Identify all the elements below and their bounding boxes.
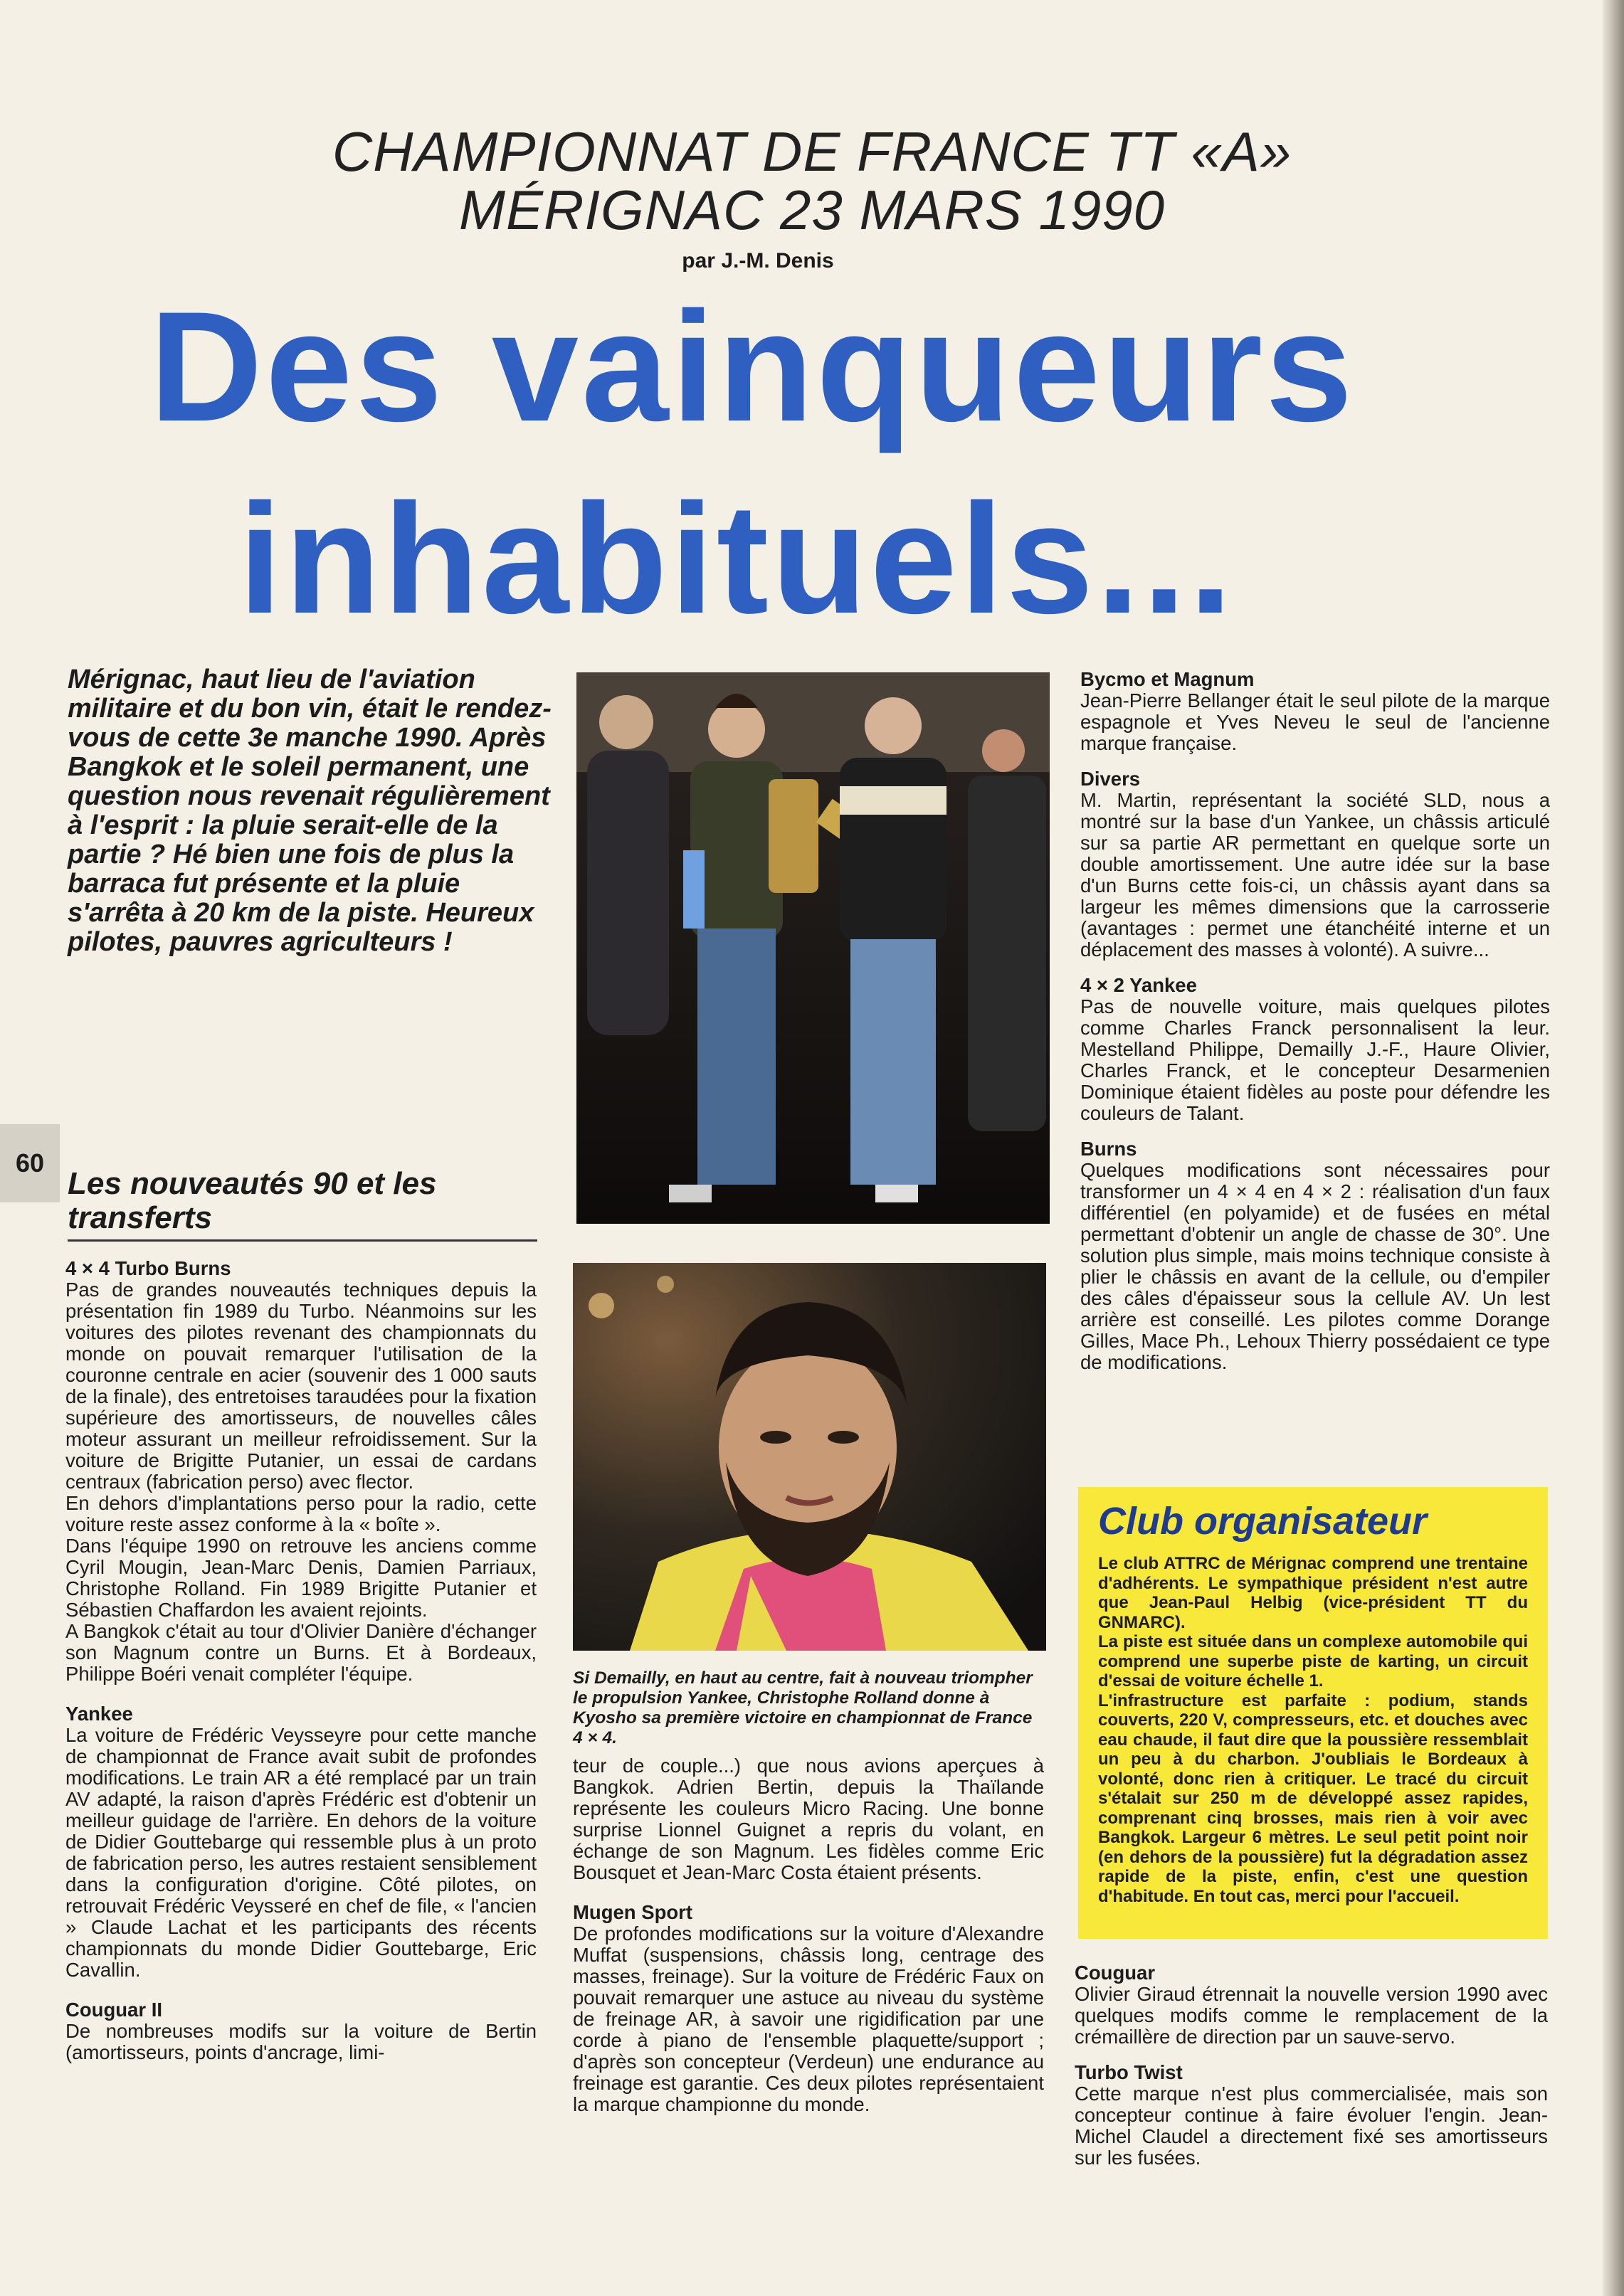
photo-caption: Si Demailly, en haut au centre, fait à nouveau triompher le propulsion Yankee, Christophe Rolland donne à Kyosho sa première victoire en championnat de France 4 × 4.: [573, 1668, 1033, 1747]
page-number: 60: [0, 1124, 60, 1202]
portrait-photo: [573, 1263, 1046, 1651]
portrait-photo-illustration: [573, 1263, 1046, 1651]
section-title: Les nouveautés 90 et les transferts: [68, 1167, 537, 1242]
podium-photo-illustration: [576, 672, 1050, 1224]
headline-line-1: Des vainqueurs: [149, 279, 1356, 454]
lead-paragraph: Mérignac, haut lieu de l'aviation militaire et du bon vin, était le rendez-vous de cette 3e manche 1990. Après Bangkok et le soleil permanent, une question nous revenait régulièrement à l'esprit : la pluie serait-elle de la partie ? Hé bien une fois de plus la barraca fut présente et la pluie s'arrêta à 20 km de la piste. Heureux pilotes, pauvres agriculteurs !: [68, 665, 552, 957]
box-body: [1098, 1554, 1528, 1906]
paragraph: Cette marque n'est plus commercialisée, mais son concepteur continue à faire évoluer l'engin. Jean-Michel Claudel a directement fixé ses amortisseurs sur les fusées.: [1075, 2083, 1548, 2169]
paragraph: Jean-Pierre Bellanger était le seul pilote de la marque espagnole et Yves Neveu le seul de l'ancienne marque française.: [1080, 689, 1550, 754]
paragraph: Pas de grandes nouveautés techniques depuis la présentation fin 1989 du Turbo. Néanmoins sur les voitures des pilotes revenant des championnats du monde on pouvait remarquer l'utilisation de la couronne centrale en acier (souvenir des 1 000 sauts de la finale), des entretoises taraudées pour la fixation supérieure des amortisseurs, de nouvelles câles moteur assurant un meilleur refroidissement. Sur la voiture de Brigitte Putanier, un essai de cardans centraux (fabrication perso) avec flector.: [65, 1279, 537, 1493]
subhead-turbo-burns: 4 × 4 Turbo Burns: [65, 1257, 231, 1279]
kicker-line-1: CHAMPIONNAT DE FRANCE TT «A»: [332, 120, 1292, 183]
subhead-4x2-yankee: 4 × 2 Yankee: [1080, 974, 1197, 996]
box-title: Club organisateur: [1098, 1500, 1428, 1543]
paragraph: Quelques modifications sont nécessaires pour transformer un 4 × 4 en 4 × 2 : réalisation d'un faux différentiel (en polyamide) et de fusées en métal permettant d'obtenir un angle de chasse de 30°. Une solution plus simple, mais moins technique consiste à plier le châssis en avant de la cellule, ou d'empiler des câles d'épaisseur sous la cellule AV. Un lest arrière est conseillé. Les pilotes comme Dorange Gilles, Mace Ph., Lehoux Thierry possédaient ce type de modifications.: [1080, 1159, 1550, 1373]
paragraph: Dans l'équipe 1990 on retrouve les anciens comme Cyril Mougin, Jean-Marc Denis, Damien Parriaux, Christophe Rolland. Fin 1989 Brigitte Putanier et Sébastien Chaffardon les avaient rejoints.: [65, 1535, 537, 1621]
paragraph: De profondes modifications sur la voiture d'Alexandre Muffat (suspensions, châssis long, centrage des masses, freinage). Sur la voiture de Frédéric Faux on pouvait remarquer une astuce au niveau du système de freinage AR, à savoir une rigidification par une corde à piano de l'ensemble plaquette/support ; d'après son concepteur (Verdeun) une endurance au freinage est garantie. Ces deux pilotes représentaient la marque championne du monde.: [573, 1922, 1044, 2115]
club-organisateur-box: [1078, 1487, 1548, 1939]
subhead-turbo-twist: Turbo Twist: [1075, 2061, 1183, 2083]
left-column: [65, 1258, 537, 2063]
subhead-divers: Divers: [1080, 768, 1141, 790]
paragraph: Pas de nouvelle voiture, mais quelques pilotes comme Charles Franck personnalisent la leur. Mestelland Philippe, Demailly J.-F., Haure Olivier, Charles Franck, et le concepteur Desarmenien Dominique étaient fidèles au poste pour défendre les couleurs de Talant.: [1080, 995, 1550, 1124]
paragraph: La piste est située dans un complexe automobile qui comprend une superbe piste de karting, un circuit d'essai de voiture échelle 1.: [1098, 1632, 1528, 1691]
headline-line-2: inhabituels...: [238, 471, 1235, 646]
paragraph: M. Martin, représentant la société SLD, nous a montré sur la base d'un Yankee, un châssis articulé sur sa partie AR permettant en quelque sorte un double amortissement. Une autre idée sur la base d'un Burns cette fois-ci, un châssis ayant dans sa largeur les mêmes dimensions que la carrosserie (avantages : permet une étanchéité interne et un déplacement des masses à volonté). A suivre...: [1080, 789, 1550, 961]
podium-photo: [576, 672, 1050, 1224]
paragraph: Olivier Giraud étrennait la nouvelle version 1990 avec quelques modifs comme le remplacement de la crémaillère de direction par un sauve-servo.: [1075, 1983, 1548, 2048]
subhead-couguar-ii: Couguar II: [65, 1999, 162, 2021]
byline: par J.-M. Denis: [682, 249, 834, 273]
right-column-bottom: [1075, 1962, 1548, 2169]
subhead-couguar: Couguar: [1075, 1962, 1156, 1984]
subhead-bycmo-magnum: Bycmo et Magnum: [1080, 668, 1255, 690]
subhead-mugen-sport: Mugen Sport: [573, 1901, 693, 1923]
paragraph: A Bangkok c'était au tour d'Olivier Danière d'échanger son Magnum contre un Burns. Et à Bordeaux, Philippe Boéri venait compléter l'équipe.: [65, 1620, 537, 1685]
paragraph: En dehors d'implantations perso pour la radio, cette voiture reste assez conforme à la « boîte ».: [65, 1492, 537, 1535]
page-edge: [1603, 0, 1624, 2296]
paragraph: L'infrastructure est parfaite : podium, stands couverts, 220 V, compresseurs, etc. et douches avec eau chaude, il faut dire que la poussière ressemblait un peu à du charbon. J'oubliais le Bordeaux à volonté, donc rien à critiquer. Le tracé du circuit s'étalait sur 250 m de développé assez rapides, comprenant cinq brosses, mais rien à voir avec Bangkok. Largeur 6 mètres. Le seul petit point noir (en dehors de la poussière) fut la dégradation assez rapide de la piste, enfin, c'est une question d'habitude. En tout cas, merci pour l'accueil.: [1098, 1691, 1528, 1906]
subhead-burns: Burns: [1080, 1138, 1137, 1160]
middle-column: [573, 1755, 1044, 2115]
paragraph: Le club ATTRC de Mérignac comprend une trentaine d'adhérents. Le sympathique président n'est autre que Jean-Paul Helbig (vice-président TT du GNMARC).: [1098, 1554, 1528, 1632]
right-column-top: [1080, 669, 1550, 1373]
paragraph: La voiture de Frédéric Veysseyre pour cette manche de championnat de France avait subit de profondes modifications. Le train AR a été remplacé par un train AV adapté, la raison d'après Frédéric est d'obtenir un meilleur guidage de l'arrière. En dehors de la voiture de Didier Gouttebarge qui ressemble plus à un proto de fabrication perso, les autres restaient sensiblement dans la configuration d'origine. Côté pilotes, on retrouvait Frédéric Veysseré en chef de file, « l'ancien » Claude Lachat et les participants des récents championnats du monde Didier Gouttebarge, Eric Cavallin.: [65, 1724, 537, 1981]
kicker-line-2: MÉRIGNAC 23 MARS 1990: [458, 179, 1165, 241]
paragraph: teur de couple...) que nous avions aperçues à Bangkok. Adrien Bertin, depuis la Thaïlande représente les couleurs Micro Racing. Une bonne surprise Lionnel Guignet a repris du volant, en échange de son Magnum. Les fidèles comme Eric Bousquet et Jean-Marc Costa étaient présents.: [573, 1755, 1044, 1883]
subhead-yankee: Yankee: [65, 1703, 133, 1725]
paragraph: De nombreuses modifs sur la voiture de Bertin (amortisseurs, points d'ancrage, limi-: [65, 2020, 537, 2063]
